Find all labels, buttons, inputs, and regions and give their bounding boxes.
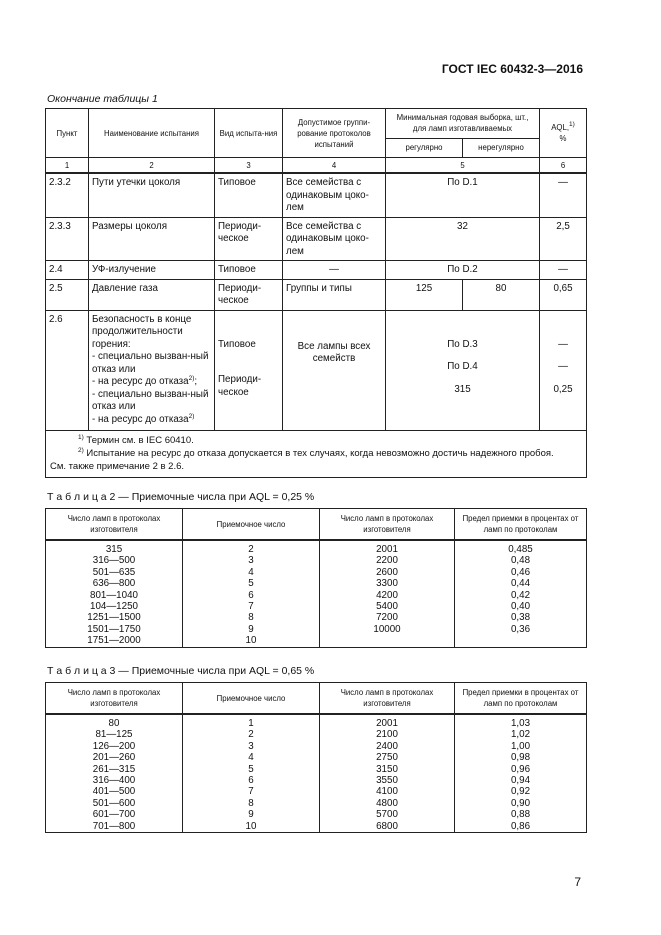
table2-cell-col3: 2200 xyxy=(320,555,455,566)
t1-cell-sample xyxy=(386,310,540,431)
t1-cell-sample: 32 xyxy=(386,217,540,261)
table3-cell-col4: 0,92 xyxy=(455,786,587,797)
t1-row-2-3-2 xyxy=(46,173,587,217)
table-row xyxy=(46,567,587,578)
t1-cell-aql xyxy=(540,310,587,431)
table1-caption: Окончание таблицы 1 xyxy=(47,93,158,105)
t1-header-sample: Минимальная годовая выборка, шт., для ламп изготавливаемых xyxy=(386,109,540,139)
aql-sup: 1) xyxy=(569,121,575,128)
t1-header-name: Наименование испытания xyxy=(89,109,215,158)
row26-aql3: 0,25 xyxy=(553,383,573,395)
t1-cell-punkt: 2.6 xyxy=(46,310,89,431)
table-row xyxy=(46,729,587,740)
t1-cell-groups: — xyxy=(283,261,386,280)
row26-sample2: По D.4 xyxy=(447,361,478,372)
row26-sample3: 315 xyxy=(454,383,471,395)
table3-cell-col4: 0,94 xyxy=(455,775,587,786)
table-row xyxy=(46,578,587,589)
table2-cell-col4: 0,48 xyxy=(455,555,587,566)
table1 xyxy=(45,108,587,478)
table3 xyxy=(45,682,587,833)
table-row xyxy=(46,540,587,555)
table3-cell-col4: 0,96 xyxy=(455,764,587,775)
table2-cell-col2: 4 xyxy=(183,567,320,578)
row26-type1: Типовое xyxy=(218,338,256,350)
table2-cell-col4 xyxy=(455,635,587,647)
t1-cell-aql: — xyxy=(540,173,587,217)
footnote-3: См. также примечание 2 в 2.6. xyxy=(50,461,185,472)
table2-cell-col1: 1751—2000 xyxy=(46,635,183,647)
table2-cell-col1: 801—1040 xyxy=(46,590,183,601)
t1-cell-aql: 2,5 xyxy=(540,217,587,261)
t1-cell-type xyxy=(215,310,283,431)
footnote-2: $^{2)}$ Испытание на ресурс до отказа допускается в тех случаях, когда невозможно достичь надежного пробоя. xyxy=(78,447,554,459)
table3-cell-col2: 4 xyxy=(183,752,320,763)
t1-colnum: 6 xyxy=(540,158,587,174)
table3-cell-col3: 4800 xyxy=(320,798,455,809)
t1-colnum: 3 xyxy=(215,158,283,174)
t1-cell-groups: Группы и типы xyxy=(283,279,386,310)
table2-cell-col2: 9 xyxy=(183,624,320,635)
t1-footnotes xyxy=(46,431,587,478)
t1-colnum: 2 xyxy=(89,158,215,174)
t1-cell-punkt: 2.5 xyxy=(46,279,89,310)
t1-header-aql xyxy=(540,109,587,158)
table3-cell-col1: 126—200 xyxy=(46,741,183,752)
table3-cell-col1: 316—400 xyxy=(46,775,183,786)
row26-name-l2: - специально вызван-ный отказ или xyxy=(92,351,209,375)
table2-cell-col3: 2600 xyxy=(320,567,455,578)
table3-cell-col3: 3550 xyxy=(320,775,455,786)
table-row xyxy=(46,786,587,797)
table3-cell-col4: 1,00 xyxy=(455,741,587,752)
t3-header: Предел приемки в процентах от ламп по протоколам xyxy=(455,683,587,715)
table-row xyxy=(46,624,587,635)
table3-cell-col2: 6 xyxy=(183,775,320,786)
table3-cell-col2: 9 xyxy=(183,809,320,820)
table3-cell-col1: 80 xyxy=(46,714,183,729)
table3-cell-col1: 81—125 xyxy=(46,729,183,740)
table2-cell-col4: 0,44 xyxy=(455,578,587,589)
table2-cell-col3 xyxy=(320,635,455,647)
table3-cell-col3: 2400 xyxy=(320,741,455,752)
table3-cell-col1: 601—700 xyxy=(46,809,183,820)
t2-header: Число ламп в протоколах изготовителя xyxy=(46,509,183,541)
t2-header: Приемочное число xyxy=(183,509,320,541)
t1-row-2-4 xyxy=(46,261,587,280)
row26-aql2: — xyxy=(558,361,568,372)
table3-cell-col2: 10 xyxy=(183,821,320,833)
t2-header: Предел приемки в процентах от ламп по протоколам xyxy=(455,509,587,541)
table3-cell-col1: 201—260 xyxy=(46,752,183,763)
t1-colnum: 4 xyxy=(283,158,386,174)
table-row xyxy=(46,798,587,809)
t1-cell-aql: — xyxy=(540,261,587,280)
table2-cell-col1: 315 xyxy=(46,540,183,555)
table3-cell-col4: 0,86 xyxy=(455,821,587,833)
table-row xyxy=(46,741,587,752)
table-row xyxy=(46,775,587,786)
table3-cell-col4: 0,90 xyxy=(455,798,587,809)
table3-cell-col1: 501—600 xyxy=(46,798,183,809)
row26-name-l5: - на ресурс до отказа$^{2)}$ xyxy=(92,412,195,425)
table3-cell-col1: 401—500 xyxy=(46,786,183,797)
t1-cell-type: Типовое xyxy=(215,261,283,280)
table3-cell-col2: 8 xyxy=(183,798,320,809)
table2-cell-col2: 6 xyxy=(183,590,320,601)
t1-cell-name: Давление газа xyxy=(89,279,215,310)
table-row xyxy=(46,601,587,612)
t1-cell-punkt: 2.4 xyxy=(46,261,89,280)
table3-cell-col2: 7 xyxy=(183,786,320,797)
table-row xyxy=(46,635,587,647)
table2-cell-col2: 10 xyxy=(183,635,320,647)
t1-cell-aql: 0,65 xyxy=(540,279,587,310)
t1-header-irregular: нерегулярно xyxy=(463,138,540,157)
row26-name-l3: - на ресурс до отказа$^{2)}$; xyxy=(92,375,198,387)
t1-header-groups: Допустимое группи-рование протоколов испытаний xyxy=(283,109,386,158)
row26-groups: Все лампы всех семейств xyxy=(297,340,371,364)
table3-cell-col3: 3150 xyxy=(320,764,455,775)
table3-cell-col1: 701—800 xyxy=(46,821,183,833)
table3-cell-col2: 3 xyxy=(183,741,320,752)
t1-cell-name xyxy=(89,310,215,431)
table2-cell-col1: 1501—1750 xyxy=(46,624,183,635)
table3-cell-col3: 4100 xyxy=(320,786,455,797)
t1-header-regular: регулярно xyxy=(386,138,463,157)
page-number: 7 xyxy=(574,875,581,889)
table-row xyxy=(46,764,587,775)
row26-name-l4: - специально вызван-ный отказ или xyxy=(92,388,209,412)
table3-cell-col3: 6800 xyxy=(320,821,455,833)
table2 xyxy=(45,508,587,648)
table3-cell-col2: 2 xyxy=(183,729,320,740)
table2-cell-col3: 4200 xyxy=(320,590,455,601)
table2-cell-col2: 2 xyxy=(183,540,320,555)
t1-cell-groups: Все семейства с одинаковым цоко-лем xyxy=(283,173,386,217)
row26-sample1: По D.3 xyxy=(447,338,478,350)
table2-cell-col4: 0,46 xyxy=(455,567,587,578)
t1-cell-sample: По D.2 xyxy=(386,261,540,280)
t1-cell-groups xyxy=(283,310,386,431)
table-row xyxy=(46,809,587,820)
row26-type2: Периоди-ческое xyxy=(218,374,262,398)
t1-cell-sample: По D.1 xyxy=(386,173,540,217)
table2-cell-col1: 1251—1500 xyxy=(46,612,183,623)
table2-cell-col4: 0,40 xyxy=(455,601,587,612)
table3-cell-col2: 1 xyxy=(183,714,320,729)
table2-cell-col4: 0,42 xyxy=(455,590,587,601)
t1-colnum: 5 xyxy=(386,158,540,174)
t1-cell-type: Периоди-ческое xyxy=(215,279,283,310)
table2-cell-col3: 2001 xyxy=(320,540,455,555)
table-row xyxy=(46,555,587,566)
t1-cell-groups: Все семейства с одинаковым цоко-лем xyxy=(283,217,386,261)
t1-cell-punkt: 2.3.2 xyxy=(46,173,89,217)
table3-cell-col1: 261—315 xyxy=(46,764,183,775)
t1-cell-name: Пути утечки цоколя xyxy=(89,173,215,217)
t1-header-type: Вид испыта-ния xyxy=(215,109,283,158)
t3-header: Число ламп в протоколах изготовителя xyxy=(320,683,455,715)
t1-cell-name: Размеры цоколя xyxy=(89,217,215,261)
table2-cell-col2: 8 xyxy=(183,612,320,623)
table2-cell-col1: 104—1250 xyxy=(46,601,183,612)
row26-name-l1: Безопасность в конце продолжительности горения: xyxy=(92,313,192,350)
t2-header: Число ламп в протоколах изготовителя xyxy=(320,509,455,541)
table3-cell-col2: 5 xyxy=(183,764,320,775)
table-row xyxy=(46,821,587,833)
t1-header-punkt: Пункт xyxy=(46,109,89,158)
t1-row-2-5 xyxy=(46,279,587,310)
table2-cell-col3: 7200 xyxy=(320,612,455,623)
table-row xyxy=(46,714,587,729)
table2-cell-col2: 5 xyxy=(183,578,320,589)
table2-cell-col3: 3300 xyxy=(320,578,455,589)
table2-cell-col2: 7 xyxy=(183,601,320,612)
t1-row-2-3-3 xyxy=(46,217,587,261)
t1-cell-regular: 125 xyxy=(386,279,463,310)
table3-cell-col4: 1,03 xyxy=(455,714,587,729)
table2-cell-col4: 0,485 xyxy=(455,540,587,555)
table2-cell-col4: 0,36 xyxy=(455,624,587,635)
table3-cell-col4: 0,88 xyxy=(455,809,587,820)
table3-cell-col4: 0,98 xyxy=(455,752,587,763)
table-row xyxy=(46,752,587,763)
aql-label: AQL, xyxy=(551,123,569,132)
t1-cell-irregular: 80 xyxy=(463,279,540,310)
table2-cell-col1: 501—635 xyxy=(46,567,183,578)
t1-colnum: 1 xyxy=(46,158,89,174)
standard-header: ГОСТ IEC 60432-3—2016 xyxy=(441,62,583,76)
t1-cell-type: Типовое xyxy=(215,173,283,217)
t1-cell-punkt: 2.3.3 xyxy=(46,217,89,261)
table3-cell-col3: 2001 xyxy=(320,714,455,729)
table3-cell-col3: 2100 xyxy=(320,729,455,740)
t1-cell-type: Периоди-ческое xyxy=(215,217,283,261)
t3-header: Число ламп в протоколах изготовителя xyxy=(46,683,183,715)
table3-cell-col3: 2750 xyxy=(320,752,455,763)
table-row xyxy=(46,612,587,623)
table2-cell-col1: 636—800 xyxy=(46,578,183,589)
t3-header: Приемочное число xyxy=(183,683,320,715)
row26-aql1: — xyxy=(558,338,568,350)
table2-cell-col4: 0,38 xyxy=(455,612,587,623)
table3-cell-col3: 5700 xyxy=(320,809,455,820)
table2-cell-col1: 316—500 xyxy=(46,555,183,566)
table2-cell-col2: 3 xyxy=(183,555,320,566)
t1-cell-name: УФ-излучение xyxy=(89,261,215,280)
aql-unit: % xyxy=(559,134,567,143)
table2-cell-col3: 10000 xyxy=(320,624,455,635)
t1-row-2-6 xyxy=(46,310,587,431)
footnote-1: $^{1)}$ Термин см. в IEC 60410. xyxy=(78,434,194,446)
table3-caption: Т а б л и ц а 3 — Приемочные числа при AQL = 0,65 % xyxy=(47,665,315,677)
table2-caption: Т а б л и ц а 2 — Приемочные числа при AQL = 0,25 % xyxy=(47,491,315,503)
table3-cell-col4: 1,02 xyxy=(455,729,587,740)
table-row xyxy=(46,590,587,601)
table2-cell-col3: 5400 xyxy=(320,601,455,612)
